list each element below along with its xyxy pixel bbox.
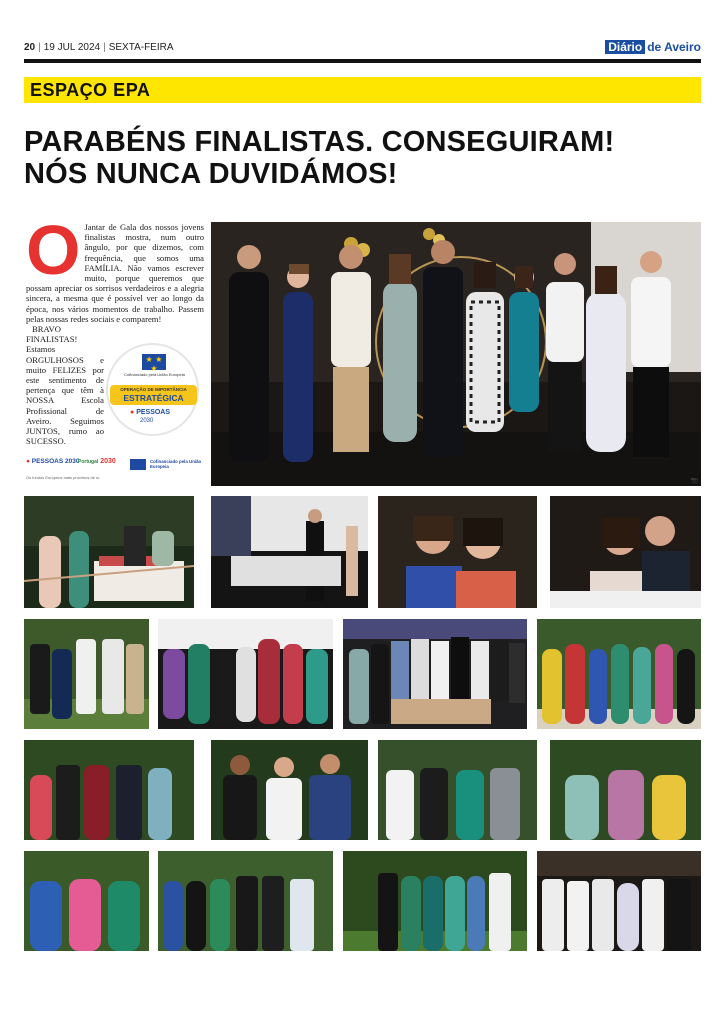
page-meta: 20 | 19 JUL 2024 | SEXTA-FEIRA (24, 42, 174, 53)
gallery-photo-three-boys (211, 740, 368, 840)
portugal-2030-logo: Portugal 2030 (78, 458, 116, 465)
gallery-photo-couple (550, 496, 701, 608)
headline-line-1: PARABÉNS FINALISTAS. CONSEGUIRAM! (24, 126, 615, 158)
dropcap: O (26, 211, 81, 289)
badge-ribbon-top: OPERAÇÃO DE IMPORTÂNCIA (120, 387, 187, 392)
headline (24, 126, 701, 190)
newspaper-logo: Diário de Aveiro (605, 40, 701, 54)
gallery-photo-staff-group (537, 851, 701, 951)
article-paragraph-2: BRAVO FINALISTAS! Estamos ORGULHOSOS e muito FELIZES por este sentimento de pertença que têm à NOSSA Escola Profissional de Aveiro. Seguimos JUNTOS, rumo ao SUCESSO. (26, 324, 104, 447)
badge-ribbon (110, 385, 197, 405)
article-paragraph-1: Jantar de Gala dos nossos jovens finalistas mostra, num outro ângulo, por que dizemos, com frequência, que somos uma FAMÍLIA. Não vamos escrever muito, porque queremos que possam apreciar os sorrisos verdadeiros e a alegria sincera, a mesma que é possível ver ao longo da época, nos vários momentos de trabalho. Passem pelas nossas redes sociais e comparem! (26, 222, 204, 324)
camera-icon: 📷 (690, 477, 698, 484)
gallery-photo-girls-dresses-1 (158, 619, 333, 729)
section-bar (24, 77, 701, 103)
eu-cofinanced-text: Cofinanciado pela União Europeia (150, 459, 202, 469)
issue-weekday: SEXTA-FEIRA (108, 42, 174, 53)
gallery-photo-three-girls (550, 740, 701, 840)
badge-year: 2030 (140, 418, 154, 424)
page-number: 20 (24, 42, 36, 53)
main-group-photo (211, 222, 701, 486)
badge-ribbon-main: ESTRATÉGICA (123, 393, 184, 403)
section-label: ESPAÇO EPA (30, 80, 151, 100)
pessoas-logo: ● PESSOAS 2030 (26, 458, 80, 465)
badge-eu-caption: Cofinanciado pela União Europeia (124, 372, 185, 377)
gallery-photo-mixed-group-garden (158, 851, 333, 951)
gallery-photo-large-group (343, 619, 527, 729)
gallery-photo-girls-garden (24, 851, 149, 951)
small-print: Os fundos Europeus mais próximos de si. (26, 475, 101, 480)
gallery-photo-speech (211, 496, 368, 608)
gallery-photo-cake-cutting (24, 496, 194, 608)
gallery-photo-girls-dresses-2 (537, 619, 701, 729)
gallery-photo-group-garden-1 (24, 619, 149, 729)
gallery-photo-four-friends (378, 740, 537, 840)
funding-logos (26, 458, 206, 482)
badge-program: ● PESSOAS (130, 409, 171, 416)
eu-flag-icon: ★ ★ ★ (142, 354, 166, 370)
gallery-photo-group-lawn (343, 851, 527, 951)
gallery-photo-two-friends (378, 496, 537, 608)
eu-flag-icon (130, 459, 146, 470)
issue-date: 19 JUL 2024 (43, 42, 101, 53)
strategic-operation-badge (106, 343, 199, 436)
gallery-photo-group-garden-2 (24, 740, 194, 840)
header-rule (24, 59, 701, 63)
headline-line-2: NÓS NUNCA DUVIDÁMOS! (24, 158, 398, 190)
